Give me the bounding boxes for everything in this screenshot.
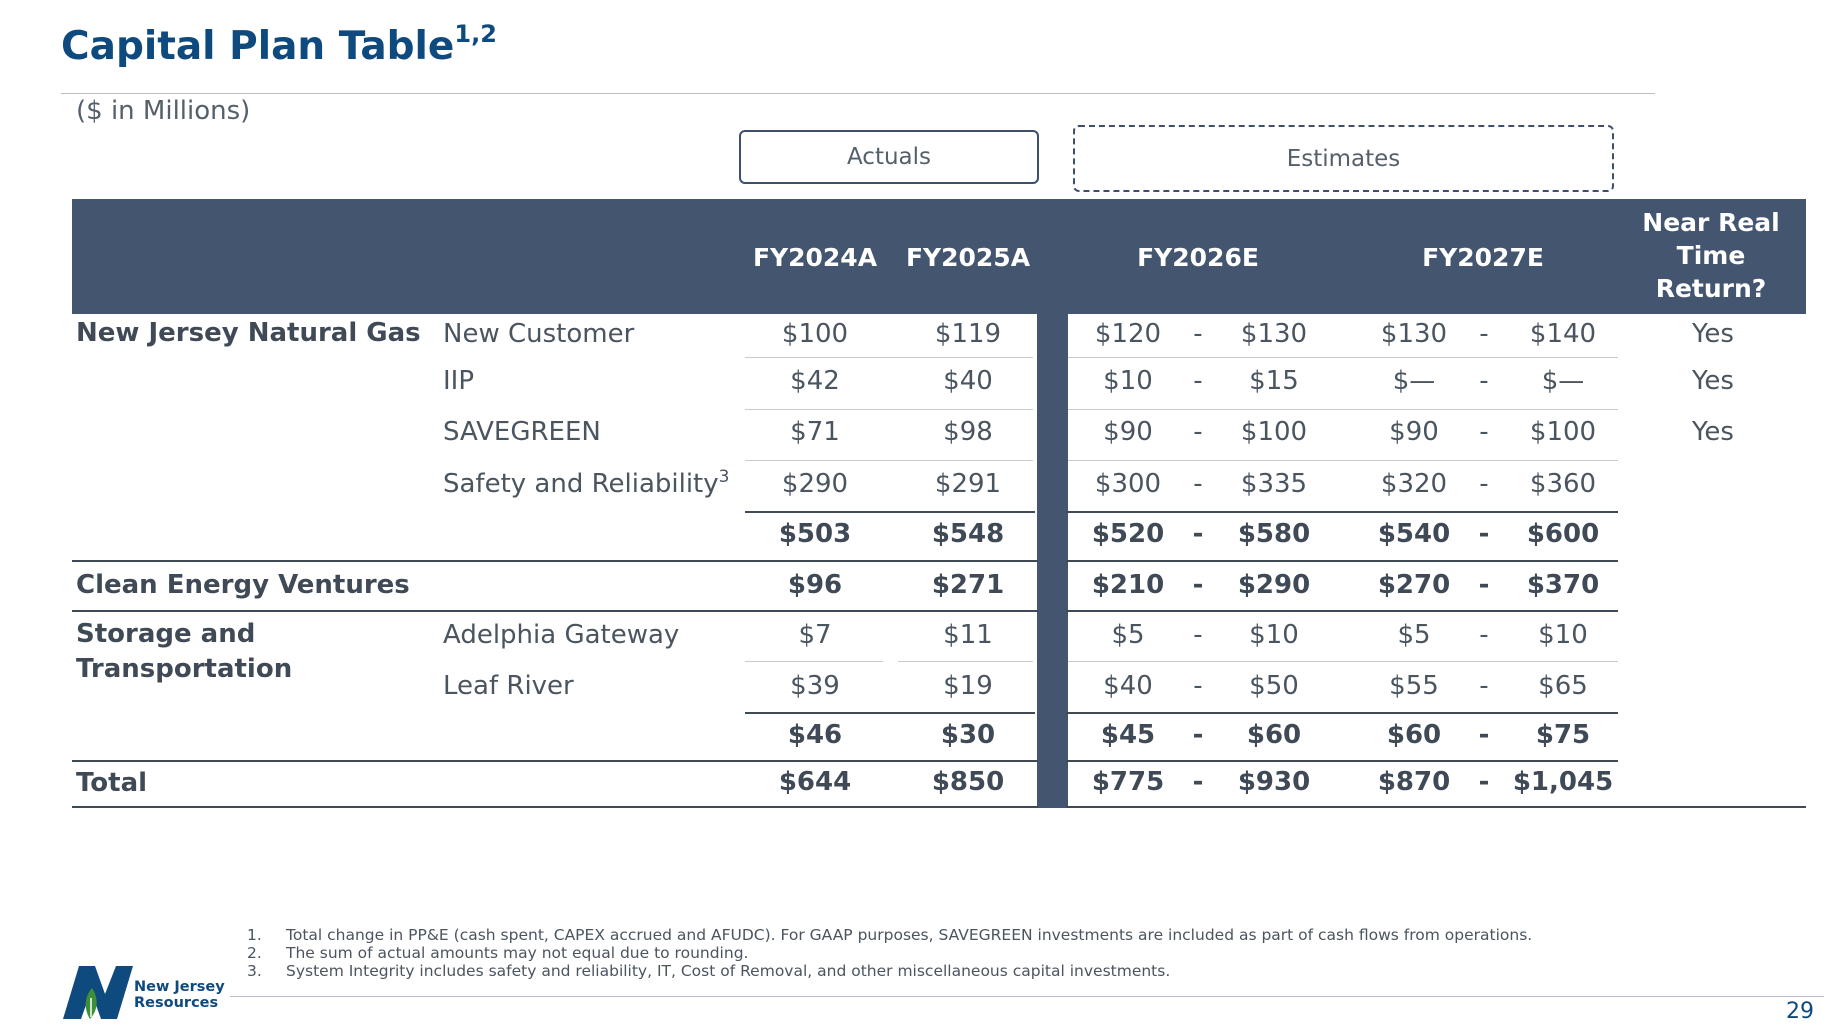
cell-fy2027-low: $55 [1389, 671, 1439, 701]
cell-fy2026-low: $300 [1094, 469, 1162, 499]
range-dash: - [1193, 469, 1203, 499]
cell-fy2027-high: $— [1541, 366, 1585, 396]
range-dash: - [1479, 671, 1489, 701]
cell-fy2025: $40 [943, 366, 993, 396]
section-rule [1066, 610, 1618, 612]
cell-fy2027-high: $140 [1529, 319, 1597, 349]
actuals-estimates-divider [1037, 314, 1068, 808]
section-total: Total [76, 768, 148, 798]
row-label-adelphia-gateway: Adelphia Gateway [443, 620, 680, 650]
range-dash: - [1193, 366, 1203, 396]
cell-fy2026-high-total: $930 [1237, 767, 1311, 797]
cell-fy2025: $291 [934, 469, 1002, 499]
cell-fy2024-subtotal: $46 [787, 720, 843, 750]
cell-fy2025: $19 [943, 671, 993, 701]
cell-fy2026-low-subtotal: $210 [1091, 570, 1165, 600]
cell-fy2026-low-total: $775 [1091, 767, 1165, 797]
cell-fy2024: $7 [798, 620, 832, 650]
section-rule [72, 610, 1038, 612]
cell-fy2027-high-total: $1,045 [1512, 767, 1614, 797]
cell-fy2026-high: $10 [1249, 620, 1299, 650]
range-dash: - [1479, 319, 1489, 349]
cell-fy2027-high: $65 [1538, 671, 1588, 701]
estimates-group-label: Estimates [1073, 125, 1614, 192]
section-njng: New Jersey Natural Gas [76, 318, 421, 348]
cell-fy2026-high-subtotal: $290 [1237, 570, 1311, 600]
cell-fy2027-low: $90 [1389, 417, 1439, 447]
cell-fy2026-high: $100 [1240, 417, 1308, 447]
subtotal-rule [745, 511, 1035, 513]
cell-fy2027-low-subtotal: $540 [1377, 519, 1451, 549]
row-label-new-customer: New Customer [443, 319, 635, 349]
cell-fy2026-high: $50 [1249, 671, 1299, 701]
range-dash: - [1192, 720, 1204, 750]
row-divider [1068, 357, 1618, 358]
cell-fy2027-low-subtotal: $270 [1377, 570, 1451, 600]
range-dash: - [1478, 519, 1490, 549]
cell-fy2024-total: $644 [778, 767, 852, 797]
cell-fy2027-high: $360 [1529, 469, 1597, 499]
cell-fy2027-high-subtotal: $370 [1526, 570, 1600, 600]
cell-fy2027-low-total: $870 [1377, 767, 1451, 797]
section-storage-transportation: Storage and Transportation [76, 619, 293, 684]
row-label-iip: IIP [443, 366, 475, 396]
range-dash: - [1479, 620, 1489, 650]
title-footnote-ref: 1,2 [454, 20, 497, 48]
range-dash: - [1193, 620, 1203, 650]
cell-fy2026-low: $90 [1103, 417, 1153, 447]
subtotal-rule [1066, 712, 1618, 714]
cell-fy2026-low-subtotal: $520 [1091, 519, 1165, 549]
row-divider [745, 661, 883, 662]
page-number: 29 [1786, 999, 1814, 1024]
row-divider [898, 661, 1033, 662]
cell-fy2025-subtotal: $548 [931, 519, 1005, 549]
footnote-3: 3. System Integrity includes safety and reliability, IT, Cost of Removal, and other miscellaneous capital investments. [247, 962, 1171, 980]
header-fy2026: FY2026E [1137, 243, 1259, 272]
section-rule [72, 760, 1038, 762]
range-dash: - [1479, 366, 1489, 396]
cell-fy2026-low: $5 [1111, 620, 1145, 650]
subtotal-rule [1066, 511, 1618, 513]
row-divider [1068, 409, 1618, 410]
row-divider [1068, 661, 1618, 662]
cell-fy2027-low: $5 [1397, 620, 1431, 650]
footer-divider [230, 996, 1824, 997]
range-dash: - [1193, 671, 1203, 701]
cell-fy2027-low-subtotal: $60 [1386, 720, 1442, 750]
row-divider [745, 357, 1033, 358]
cell-fy2026-high: $335 [1240, 469, 1308, 499]
cell-fy2026-high: $130 [1240, 319, 1308, 349]
cell-fy2024: $290 [781, 469, 849, 499]
cell-fy2026-high-subtotal: $60 [1246, 720, 1302, 750]
footnotes [247, 926, 1532, 980]
cell-fy2024: $100 [781, 319, 849, 349]
cell-fy2027-high-subtotal: $600 [1526, 519, 1600, 549]
range-dash: - [1193, 319, 1203, 349]
row-label-savegreen: SAVEGREEN [443, 417, 601, 447]
footnote-2: 2. The sum of actual amounts may not equal due to rounding. [247, 944, 749, 962]
range-dash: - [1478, 720, 1490, 750]
cell-fy2027-high: $100 [1529, 417, 1597, 447]
cell-fy2027-low: $130 [1380, 319, 1448, 349]
cell-fy2025-total: $850 [931, 767, 1005, 797]
cell-fy2025: $11 [943, 620, 993, 650]
subtotal-rule [745, 712, 1035, 714]
row-label-leaf-river: Leaf River [443, 671, 574, 701]
row-label-safety-reliability: Safety and Reliability$^3$ [443, 467, 730, 499]
cell-fy2024-subtotal: $503 [778, 519, 852, 549]
row-divider [745, 460, 1033, 461]
section-rule [1066, 760, 1618, 762]
cell-fy2024: $42 [790, 366, 840, 396]
units-subtitle: ($ in Millions) [76, 96, 251, 126]
row-divider [745, 409, 1033, 410]
range-dash: - [1193, 417, 1203, 447]
cell-fy2026-low: $120 [1094, 319, 1162, 349]
table-bottom-rule [1066, 806, 1806, 808]
header-fy2027: FY2027E [1422, 243, 1544, 272]
cell-fy2027-high: $10 [1538, 620, 1588, 650]
range-dash: - [1478, 570, 1490, 600]
cell-near-real-time: Yes [1692, 319, 1734, 349]
range-dash: - [1192, 767, 1204, 797]
row-divider [1068, 460, 1618, 461]
header-fy2024: FY2024A [752, 243, 878, 272]
header-near-real-time-return: Near Real Time Return? [1642, 208, 1780, 303]
range-dash: - [1192, 519, 1204, 549]
section-rule [1066, 560, 1618, 562]
section-clean-energy-ventures: Clean Energy Ventures [76, 570, 410, 600]
cell-near-real-time: Yes [1692, 366, 1734, 396]
cell-fy2024: $71 [790, 417, 840, 447]
title-divider [61, 93, 1655, 94]
cell-fy2027-low: $— [1392, 366, 1436, 396]
cell-fy2024: $39 [790, 671, 840, 701]
range-dash: - [1192, 570, 1204, 600]
range-dash: - [1479, 469, 1489, 499]
cell-near-real-time: Yes [1692, 417, 1734, 447]
range-dash: - [1479, 417, 1489, 447]
header-fy2025: FY2025A [905, 243, 1031, 272]
cell-fy2024-subtotal: $96 [787, 570, 843, 600]
footnote-1: 1. Total change in PP&E (cash spent, CAPEX accrued and AFUDC). For GAAP purposes, SAVEGREEN investments are included as part of cash flows from operations. [247, 926, 1533, 944]
table-bottom-rule [72, 806, 1038, 808]
cell-fy2026-low: $40 [1103, 671, 1153, 701]
cell-fy2025-subtotal: $30 [940, 720, 996, 750]
cell-fy2025: $119 [934, 319, 1002, 349]
page-title: Capital Plan Table$^{1,2}$ [61, 20, 497, 69]
company-logo-text: New Jersey Resources [134, 979, 225, 1011]
range-dash: - [1478, 767, 1490, 797]
cell-fy2025: $98 [943, 417, 993, 447]
cell-fy2026-low-subtotal: $45 [1100, 720, 1156, 750]
cell-fy2026-high: $15 [1249, 366, 1299, 396]
cell-fy2026-low: $10 [1103, 366, 1153, 396]
cell-fy2026-high-subtotal: $580 [1237, 519, 1311, 549]
section-rule [72, 560, 1038, 562]
cell-fy2027-low: $320 [1380, 469, 1448, 499]
cell-fy2027-high-subtotal: $75 [1535, 720, 1591, 750]
cell-fy2025-subtotal: $271 [931, 570, 1005, 600]
actuals-group-label: Actuals [739, 130, 1039, 184]
